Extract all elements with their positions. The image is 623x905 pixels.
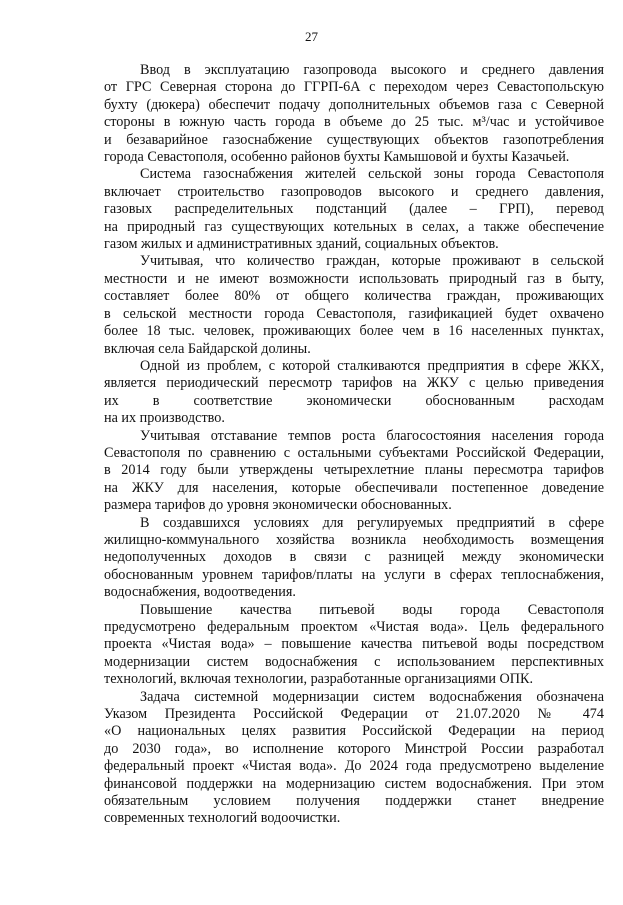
text-line: Севастополя по сравнению с остальными субъектами Российской Федерации,: [104, 444, 604, 461]
text-line: включая села Байдарской долины.: [104, 340, 311, 357]
text-line: Ввод в эксплуатацию газопровода высокого и среднего давления: [140, 62, 604, 78]
text-line: включает строительство газопроводов высокого и среднего давления,: [104, 183, 604, 200]
text-line: в 2014 году были утверждены четырехлетние планы пересмотра тарифов: [104, 462, 604, 479]
paragraph: [104, 358, 604, 428]
paragraph: [104, 428, 604, 515]
text-line: Учитывая отставание темпов роста благосостояния населения города: [140, 427, 604, 444]
text-line: газовых распределительных подстанций (далее – ГРП), перевод: [104, 201, 604, 218]
text-line: Задача системной модернизации систем водоснабжения обозначена: [140, 688, 604, 705]
text-line: В создавшихся условиях для регулируемых предприятий в сфере: [140, 514, 604, 531]
text-line: Указом Президента Российской Федерации от 21.07.2020 № 474: [104, 706, 604, 723]
text-line: проекта «Чистая вода» – повышение качества питьевой воды посредством: [104, 636, 604, 653]
text-line: современных технологий водоочистки.: [104, 810, 341, 827]
text-line: финансовой поддержки на модернизацию систем водоснабжения. При этом: [104, 775, 604, 792]
text-line: обязательным условием получения поддержки станет внедрение: [104, 793, 604, 810]
text-line: «О национальных целях развития Российской Федерации на период: [104, 723, 604, 740]
text-line: их в соответствие экономически обоснованным расходам: [104, 392, 604, 409]
text-line: является периодический пересмотр тарифов на ЖКУ с целью приведения: [104, 375, 604, 392]
text-line: и безаварийное газоснабжение существующих объектов газопотребления: [104, 131, 604, 148]
text-line: размера тарифов до уровня экономически обоснованных.: [104, 497, 452, 514]
text-line: модернизации систем водоснабжения с использованием перспективных: [104, 653, 604, 670]
paragraph: [104, 602, 604, 689]
text-line: составляет более 80% от общего количества граждан, проживающих: [104, 288, 604, 305]
text-line: до 2030 года», во исполнение которого Минстрой России разработал: [104, 740, 604, 757]
paragraph: [104, 253, 604, 357]
text-line: водоснабжения, водоотведения.: [104, 584, 296, 601]
text-line: Одной из проблем, с которой сталкиваются предприятия в сфере ЖКХ,: [140, 357, 604, 374]
text-line: от ГРС Северная сторона до ГГРП-6А с переходом через Севастопольскую: [104, 79, 604, 96]
text-line: предусмотрено федеральным проектом «Чистая вода». Цель федерального: [104, 619, 604, 635]
paragraph: [104, 515, 604, 602]
text-line: Повышение качества питьевой воды города Севастополя: [140, 601, 604, 618]
text-line: на ЖКУ для населения, которые обеспечивали постепенное доведение: [104, 479, 604, 496]
paragraph: [104, 689, 604, 828]
text-line: Учитывая, что количество граждан, которые проживают в сельской: [140, 253, 604, 270]
text-line: на их производство.: [104, 410, 225, 427]
text-line: города Севастополя, особенно районов бухты Камышовой и бухты Казачьей.: [104, 149, 570, 166]
page-number: 27: [305, 29, 318, 44]
text-line: более 18 тыс. человек, проживающих более чем в 16 населенных пунктах,: [104, 323, 604, 340]
text-line: на природный газ существующих котельных в селах, а также обеспечение: [104, 218, 604, 235]
text-line: федеральный проект «Чистая вода». До 2024 года предусмотрено выделение: [104, 758, 604, 775]
text-line: технологий, включая технологии, разработанные организациями ОПК.: [104, 671, 534, 688]
text-line: в сельской местности города Севастополя, газификацией будет охвачено: [104, 305, 604, 322]
text-line: недополученных доходов в связи с разницей между экономически: [104, 549, 604, 566]
text-line: газом жилых и административных зданий, социальных объектов.: [104, 236, 499, 253]
text-line: местности и не имеют возможности использовать природный газ в быту,: [104, 270, 604, 287]
text-line: обоснованным уровнем тарифов/платы на услуги в сферах теплоснабжения,: [104, 566, 604, 583]
text-line: Система газоснабжения жителей сельской зоны города Севастополя: [140, 166, 604, 183]
text-line: жилищно-коммунального хозяйства возникла необходимость возмещения: [104, 531, 604, 548]
document-body: [104, 62, 604, 828]
text-line: бухту (дюкера) обеспечит подачу дополнительных объемов газа с Северной: [104, 96, 604, 113]
paragraph: [104, 62, 604, 166]
text-line: стороны в южную часть города в объеме до 25 тыс. м³/час и устойчивое: [104, 114, 604, 131]
paragraph: [104, 166, 604, 253]
